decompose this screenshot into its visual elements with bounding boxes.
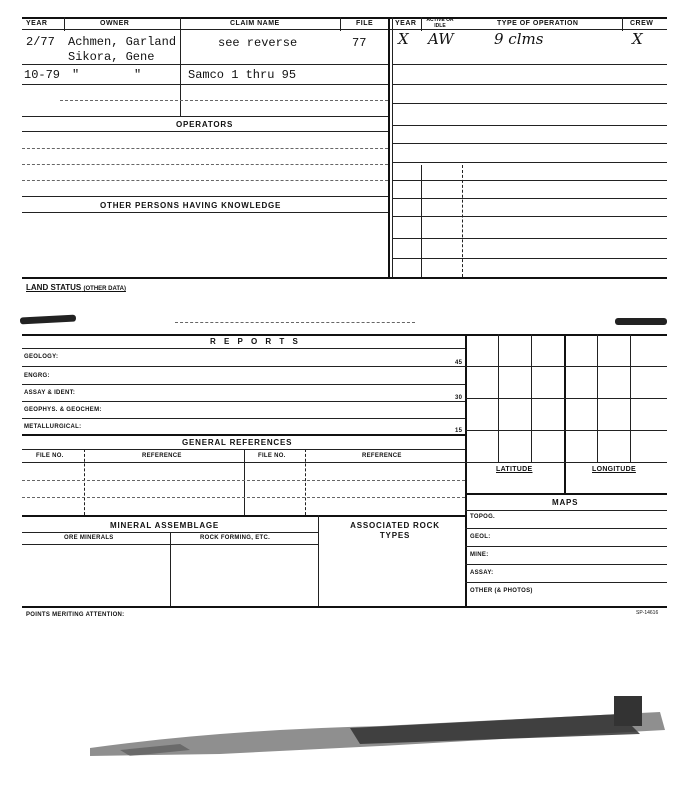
report-num-45: 45 [455, 360, 463, 366]
hand-year: X [398, 30, 409, 48]
report-num-15: 15 [455, 428, 463, 434]
right-row-line [392, 162, 667, 163]
report-geology: GEOLOGY: [24, 354, 59, 360]
row-line [60, 100, 388, 101]
row-line [22, 64, 388, 65]
right-row-line [392, 216, 667, 217]
main-divider-inner [392, 17, 393, 279]
operators-line [22, 180, 388, 181]
maps-line [465, 510, 667, 511]
report-line [22, 418, 465, 419]
land-status-line [175, 322, 415, 323]
map-geol: GEOL: [470, 534, 491, 540]
refs-line [22, 497, 465, 498]
grid-line [465, 398, 667, 399]
map-mine: MINE: [470, 552, 489, 558]
report-line [22, 401, 465, 402]
row3-claim: Samco 1 thru 95 [188, 68, 297, 82]
report-geophys: GEOPHYS. & GEOCHEM: [24, 407, 102, 413]
divider [64, 17, 65, 31]
scan-mark [615, 318, 667, 325]
operators-line [22, 164, 388, 165]
map-other-photos: OTHER (& PHOTOS) [470, 588, 533, 594]
refs-line [22, 480, 465, 481]
right-row-line [392, 238, 667, 239]
row1-claim: see reverse [218, 36, 298, 50]
hand-crew: X [632, 30, 643, 48]
scan-mark [20, 315, 76, 325]
maps-line [465, 528, 667, 529]
lower-bottom [22, 606, 667, 608]
divider [622, 17, 623, 31]
map-topog: TOPOG. [470, 514, 496, 520]
row2-owner: Sikora, Gene [68, 50, 155, 64]
hand-operation: 9 clms [494, 30, 544, 48]
reports-top [22, 334, 667, 336]
reports-heading: R E P O R T S [210, 337, 301, 346]
right-row-line [392, 103, 667, 104]
grid-line [564, 334, 566, 494]
rock-forming: ROCK FORMING, ETC. [200, 535, 271, 541]
land-status-label: LAND STATUS [26, 283, 82, 292]
col-file: FILE [356, 20, 374, 27]
col-owner: OWNER [100, 20, 130, 27]
right-row-line [392, 84, 667, 85]
refs-divider [305, 449, 306, 515]
row-line [22, 116, 388, 117]
operators-heading: OPERATORS [176, 120, 234, 129]
operators-line [22, 196, 388, 197]
divider [180, 17, 181, 117]
report-metallurgical: METALLURGICAL: [24, 424, 82, 430]
points-meriting-attention: POINTS MERITING ATTENTION: [26, 612, 125, 618]
other-persons-line [22, 212, 388, 213]
scan-noise [20, 690, 670, 770]
main-divider [388, 17, 390, 279]
refs-divider [244, 449, 245, 515]
latitude-label: LATITUDE [496, 466, 533, 473]
maps-line [465, 564, 667, 565]
associated-rock-types-heading: ASSOCIATED ROCK TYPES [350, 521, 440, 540]
maps-heading: MAPS [552, 498, 579, 507]
land-status-heading [26, 283, 126, 292]
ref-file-no: FILE NO. [36, 453, 64, 459]
report-line [22, 366, 465, 367]
grid-line [465, 366, 667, 367]
form-code: SP-14616 [636, 610, 659, 616]
maps-top [465, 493, 667, 495]
col-type-of-operation: TYPE OF OPERATION [497, 20, 579, 27]
ref-file-no2: FILE NO. [258, 453, 286, 459]
maps-line [465, 546, 667, 547]
row3-owner-ditto: " [72, 68, 80, 82]
report-engrg: ENGRG: [24, 373, 50, 379]
divider [421, 17, 422, 31]
right-row-line [392, 64, 667, 65]
reports-right-divider [465, 334, 467, 606]
col-year: YEAR [26, 20, 48, 27]
row3-owner-ditto2: " [134, 68, 142, 82]
report-assay: ASSAY & IDENT: [24, 390, 76, 396]
divider [340, 17, 341, 31]
row1-file: 77 [352, 36, 367, 50]
mineral-divider [318, 515, 319, 606]
row-line [22, 84, 388, 85]
right-row-line [392, 143, 667, 144]
ref-reference2: REFERENCE [362, 453, 402, 459]
right-row-line [392, 125, 667, 126]
refs-bottom [22, 515, 465, 517]
top-border [22, 17, 667, 19]
ore-minerals: ORE MINERALS [64, 535, 114, 541]
report-line [22, 384, 465, 385]
mineral-divider [170, 532, 171, 606]
land-status-sub: (OTHER DATA) [83, 286, 126, 292]
general-references-heading: GENERAL REFERENCES [182, 438, 293, 447]
right-row-line [392, 180, 667, 181]
row1-owner: Achmen, Garland [68, 35, 177, 49]
col-claim-name: CLAIM NAME [230, 20, 280, 27]
longitude-label: LONGITUDE [592, 466, 636, 473]
grid-line [465, 430, 667, 431]
divider [421, 165, 422, 277]
col-crew: CREW [630, 20, 654, 27]
right-row-line [392, 198, 667, 199]
operators-line [22, 148, 388, 149]
report-line [22, 434, 465, 436]
reports-underline [22, 348, 465, 349]
operators-line [22, 131, 388, 132]
top-section-bottom [22, 277, 667, 279]
col-active-idle: ACTIVE OR IDLE [426, 17, 454, 29]
divider [462, 165, 463, 277]
col-year2: YEAR [395, 20, 417, 27]
hand-active: AW [428, 30, 454, 48]
other-persons-heading: OTHER PERSONS HAVING KNOWLEDGE [100, 201, 282, 210]
row3-year: 10-79 [24, 68, 61, 82]
header-underline [22, 29, 667, 30]
row1-year: 2/77 [26, 35, 55, 49]
report-num-30: 30 [455, 395, 463, 401]
mineral-assemblage-heading: MINERAL ASSEMBLAGE [110, 521, 220, 530]
grid-line [465, 462, 667, 463]
ref-reference: REFERENCE [142, 453, 182, 459]
map-assay: ASSAY: [470, 570, 494, 576]
refs-divider [84, 449, 85, 515]
right-row-line [392, 258, 667, 259]
maps-line [465, 582, 667, 583]
